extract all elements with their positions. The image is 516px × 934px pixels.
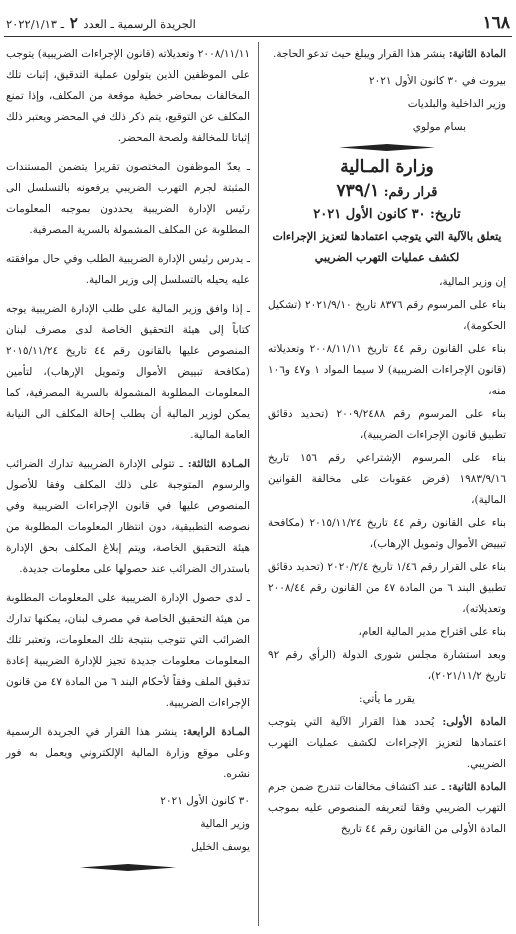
decides-line: يقرر ما يأتي: bbox=[359, 693, 415, 705]
paragraph: ٢٠٠٨/١١/١١ وتعديلاته (قانون الإجراءات الضريبية) يتوجب على الموظفين الذين يتولون عملية التدقيق، إثبات تلك المخالفات بمحاضر خطية موقعة من المكلف، وإذا تمنع المكلف عن التوقيع، يتم ذكر ذلك في المحضر ويعتبر ذلك إثباتا للمخالفة ولصحة المحضر. bbox=[6, 48, 250, 144]
article-text: ـ تتولى الإدارة الضريبية تدارك الضرائب والرسوم المتوجبة على ذلك المكلف وفقا للأصول المنصوص عليها في قانون الإجراءات الضريبية وفي نصوصه التطبيقية، دون انتظار المعلومات المطلوبة من هيئة التحقيق الخاصة، ويتم إبلاغ المكلف بحق الإدارة باستدراك الضرائب عند حصولها على معلومات جديدة. bbox=[6, 458, 250, 575]
paragraph: بناء على القانون رقم ٤٤ تاريخ ٢٠٠٨/١١/١١ وتعديلاته (قانون الإجراءات الضريبية) لا سيما المواد ١ و٤٧ و١٠٦ منه، bbox=[268, 343, 506, 397]
paragraph bbox=[268, 777, 506, 840]
header-rule bbox=[4, 36, 512, 37]
left-column bbox=[6, 44, 250, 877]
article-label: المـادة الثالثة: bbox=[187, 458, 251, 470]
paragraph: بناء على القرار رقم ١/٤٦ تاريخ ٢٠٢٠/٢/٤ (تحديد دقائق تطبيق البند ٦ من المادة ٤٧ من القانون رقم ٢٠٠٨/٤٤ وتعديلاته)، bbox=[268, 561, 507, 615]
decree-subject: يتعلق بالآلية التي يتوجب اعتمادها لتعزيز الإجراءات لكشف عمليات التهرب الضريبي bbox=[272, 230, 502, 264]
article-label: المادة الثانية: bbox=[448, 48, 506, 60]
issue-number: ٢ bbox=[69, 14, 78, 32]
paragraph: بناء على اقتراح مدير المالية العام، bbox=[358, 626, 506, 638]
separator-ornament bbox=[339, 144, 435, 151]
signature-title: وزير الداخلية والبلديات bbox=[407, 98, 506, 110]
decree-date: تاريخ: ٣٠ كانون الأول ٢٠٢١ bbox=[313, 207, 461, 222]
signature-name: بسام مولوي bbox=[412, 121, 466, 133]
article-text: ينشر هذا القرار في الجريدة الرسمية وعلى موقع وزارة المالية الإلكتروني ويعمل به فور نشره. bbox=[6, 726, 250, 780]
signature-name: يوسف الخليل bbox=[191, 841, 250, 853]
decree-number-label: قرار رقم: bbox=[383, 185, 438, 200]
paragraph: ـ يعدّ الموظفون المختصون تقريرا يتضمن المستندات المثبتة لجرم التهرب الضريبي يرفعونه بالتسلسل الى رئيس الإدارة الضريبية يحددون بموجبه المعلومات المطلوبة عن المكلف المشمولة بالسرية المصرفية. bbox=[6, 161, 250, 236]
paragraph: ـ يدرس رئيس الإدارة الضريبية الطلب وفي حال موافقته عليه يحيله بالتسلسل إلى وزير المالية. bbox=[6, 253, 250, 286]
signature-block bbox=[268, 71, 506, 138]
column-divider bbox=[258, 42, 259, 926]
article-label: المادة الأولى: bbox=[442, 716, 506, 728]
paragraph: بناء على المرسوم رقم ٢٠٠٩/٢٤٨٨ (تحديد دقائق تطبيق قانون الإجراءات الضريبية)، bbox=[268, 408, 506, 441]
signature-place-date: بيروت في ٣٠ كانون الأول ٢٠٢١ bbox=[368, 75, 506, 87]
article-label: المادة الثانية: bbox=[448, 781, 506, 793]
issue-date: ـ ٢٠٢٢/١/١٣ bbox=[6, 17, 65, 31]
decree-number: ٧٣٩/١ bbox=[336, 181, 380, 201]
separator-ornament bbox=[80, 864, 176, 871]
signature-date: ٣٠ كانون الأول ٢٠٢١ bbox=[160, 795, 250, 807]
article-text: يُحدد هذا القرار الآلية التي يتوجب اعتمادها لتعزيز الإجراءات لكشف عمليات التهرب الضريبي. bbox=[268, 716, 506, 770]
decree-number-line bbox=[268, 180, 506, 204]
paragraph bbox=[268, 712, 506, 775]
article-label: المـادة الرابعة: bbox=[182, 726, 250, 738]
paragraph bbox=[6, 454, 250, 580]
signature-title: وزير المالية bbox=[200, 818, 250, 830]
paragraph: إن وزير المالية، bbox=[439, 276, 506, 288]
running-head bbox=[6, 14, 196, 32]
paragraph: بناء على المرسوم الإشتراعي رقم ١٥٦ تاريخ ١٩٨٣/٩/١٦ (فرض عقوبات على مخالفة القوانين المالية)، bbox=[268, 452, 506, 506]
paragraph: وبعد استشارة مجلس شورى الدولة (الرأي رقم ٩٢ تاريخ ٢٠٢١/١١/٢)، bbox=[268, 649, 506, 682]
paragraph bbox=[6, 722, 250, 785]
article-text: ينشر هذا القرار ويبلغ حيث تدعو الحاجة. bbox=[273, 48, 446, 60]
paragraph bbox=[268, 44, 506, 65]
right-column bbox=[268, 44, 506, 842]
article-text: ـ عند اكتشاف مخالفات تندرج ضمن جرم التهرب الضريبي وفقا لتعريفه المنصوص عليه بموجب المادة الأولى من القانون رقم ٤٤ تاريخ bbox=[268, 781, 506, 835]
paragraph: ـ لدى حصول الإدارة الضريبية على المعلومات المطلوبة من هيئة التحقيق الخاصة في مصرف لبنان، يمكنها تدارك الضرائب التي تتوجب بنتيجة تلك المعلومات، وتعتبر تلك المعلومات معلومات جديدة تجيز للإدارة الضريبية إعادة تدقيق الملف وفقاً لأحكام البند ٦ من المادة ٤٧ من قانون الإجراءات الضريبية. bbox=[6, 592, 250, 709]
paragraph: بناء على المرسوم رقم ٨٣٧٦ تاريخ ٢٠٢١/٩/١٠ (تشكيل الحكومة)، bbox=[268, 299, 506, 332]
paragraph: ـ إذا وافق وزير المالية على طلب الإدارة الضريبية يوجه كتاباً إلى هيئة التحقيق الخاصة لدى مصرف لبنان المنصوص عليها بالقانون رقم ٤٤ تاريخ ٢٠١٥/١١/٢٤ (مكافحة تبييض الأموال وتمويل الإرهاب)، لتأمين المعلومات المطلوبة المشمولة بالسرية المصرفية، كما يمكن لوزير المالية أن يطلب إحالة المكلف الى النيابة العامة المالية. bbox=[6, 303, 250, 441]
signature-block bbox=[6, 791, 250, 858]
page-header bbox=[6, 10, 510, 36]
paragraph: بناء على القانون رقم ٤٤ تاريخ ٢٠١٥/١١/٢٤ (مكافحة تبييض الأموال وتمويل الإرهاب)، bbox=[268, 517, 507, 550]
ministry-title: وزارة المـالية bbox=[340, 157, 434, 177]
journal-name: الجريدة الرسمية ـ العدد bbox=[83, 17, 196, 31]
page-number: ١٦٨ bbox=[482, 13, 510, 33]
